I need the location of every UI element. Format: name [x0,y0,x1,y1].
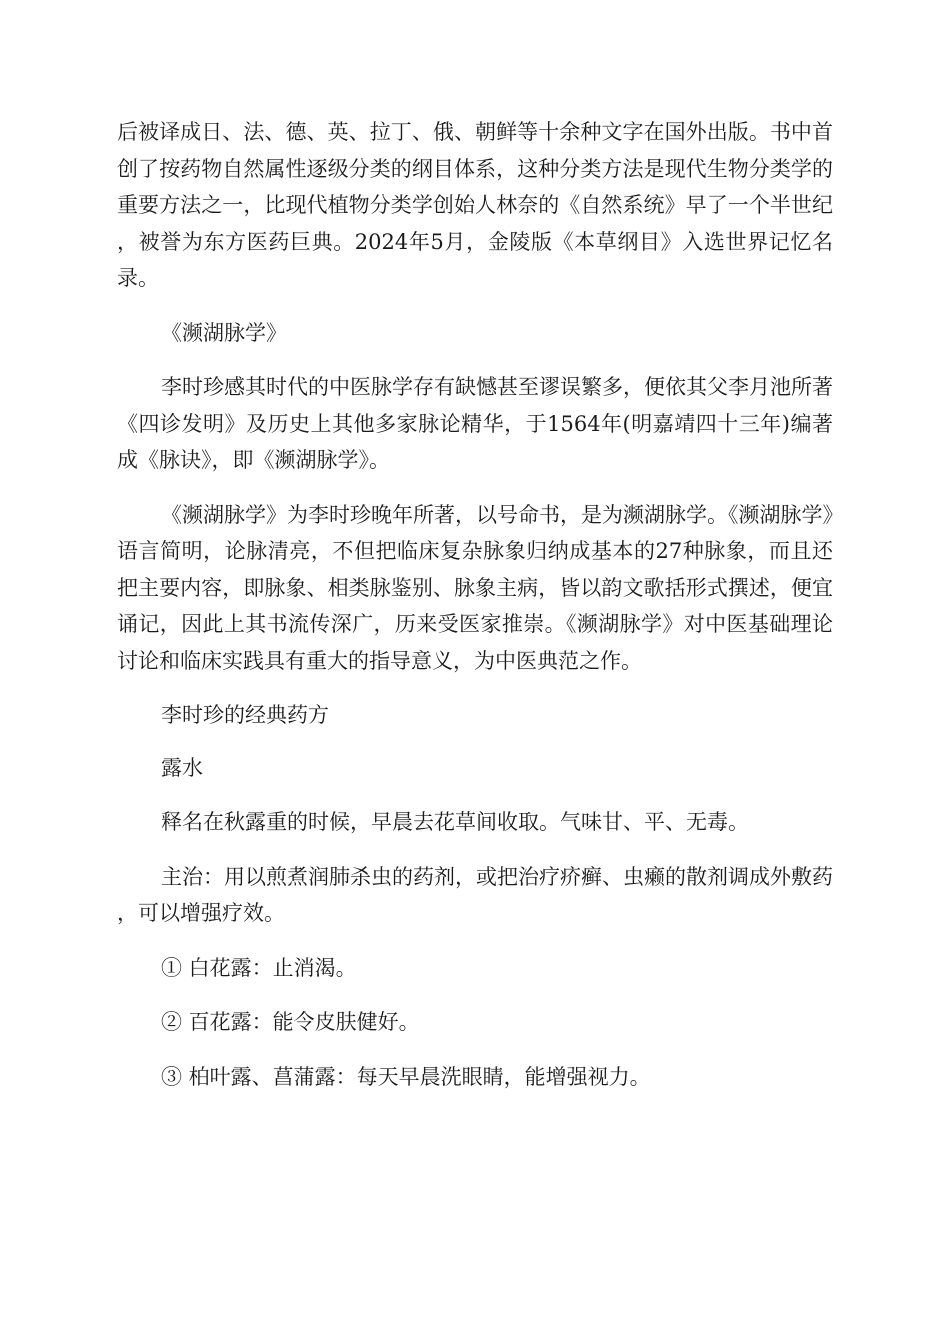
paragraph-intro-continuation: 后被译成日、法、德、英、拉丁、俄、朝鲜等十余种文字在国外出版。书中首创了按药物自然属性逐级分类的纲目体系，这种分类方法是现代生物分类学的重要方法之一，比现代植物分类学创始人林奈的《自然系统》早了一个半世纪，被誉为东方医药巨典。2024年5月，金陵版《本草纲目》入选世界记忆名录。 [117,120,833,290]
section-heading-classic-prescriptions: 李时珍的经典药方 [161,703,329,727]
list-item-dew-1: ① 白花露：止消渴。 [161,955,357,980]
paragraph-dew-indications: 主治：用以煎煮润肺杀虫的药剂，或把治疗疥癣、虫癞的散剂调成外敷药，可以增强疗效。 [117,864,833,925]
paragraph-binhu-origin: 李时珍感其时代的中医脉学存有缺憾甚至谬误繁多，便依其父李月池所著《四诊发明》及历史上其他多家脉论精华，于1564年(明嘉靖四十三年)编著成《脉诀》，即《濒湖脉学》。 [117,375,833,472]
subheading-dew: 露水 [161,755,203,780]
section-heading-binhu-maixue: 《濒湖脉学》 [161,320,287,345]
list-item-dew-2: ② 百花露：能令皮肤健好。 [161,1010,420,1034]
list-item-dew-3: ③ 柏叶露、菖蒲露：每天早晨洗眼睛，能增强视力。 [161,1064,651,1089]
paragraph-binhu-description: 《濒湖脉学》为李时珍晚年所著，以号命书，是为濒湖脉学。《濒湖脉学》语言简明，论脉清亮，不但把临床复杂脉象归纳成基本的27种脉象，而且还把主要内容，即脉象、相类脉鉴别、脉象主病，皆以韵文歌括形式撰述，便宜诵记，因此上其书流传深广，历来受医家推崇。《濒湖脉学》对中医基础理论讨论和临床实践具有重大的指导意义，为中医典范之作。 [117,502,833,673]
paragraph-dew-name: 释名在秋露重的时候，早晨去花草间收取。气味甘、平、无毒。 [161,810,749,834]
document-page [117,114,833,1095]
